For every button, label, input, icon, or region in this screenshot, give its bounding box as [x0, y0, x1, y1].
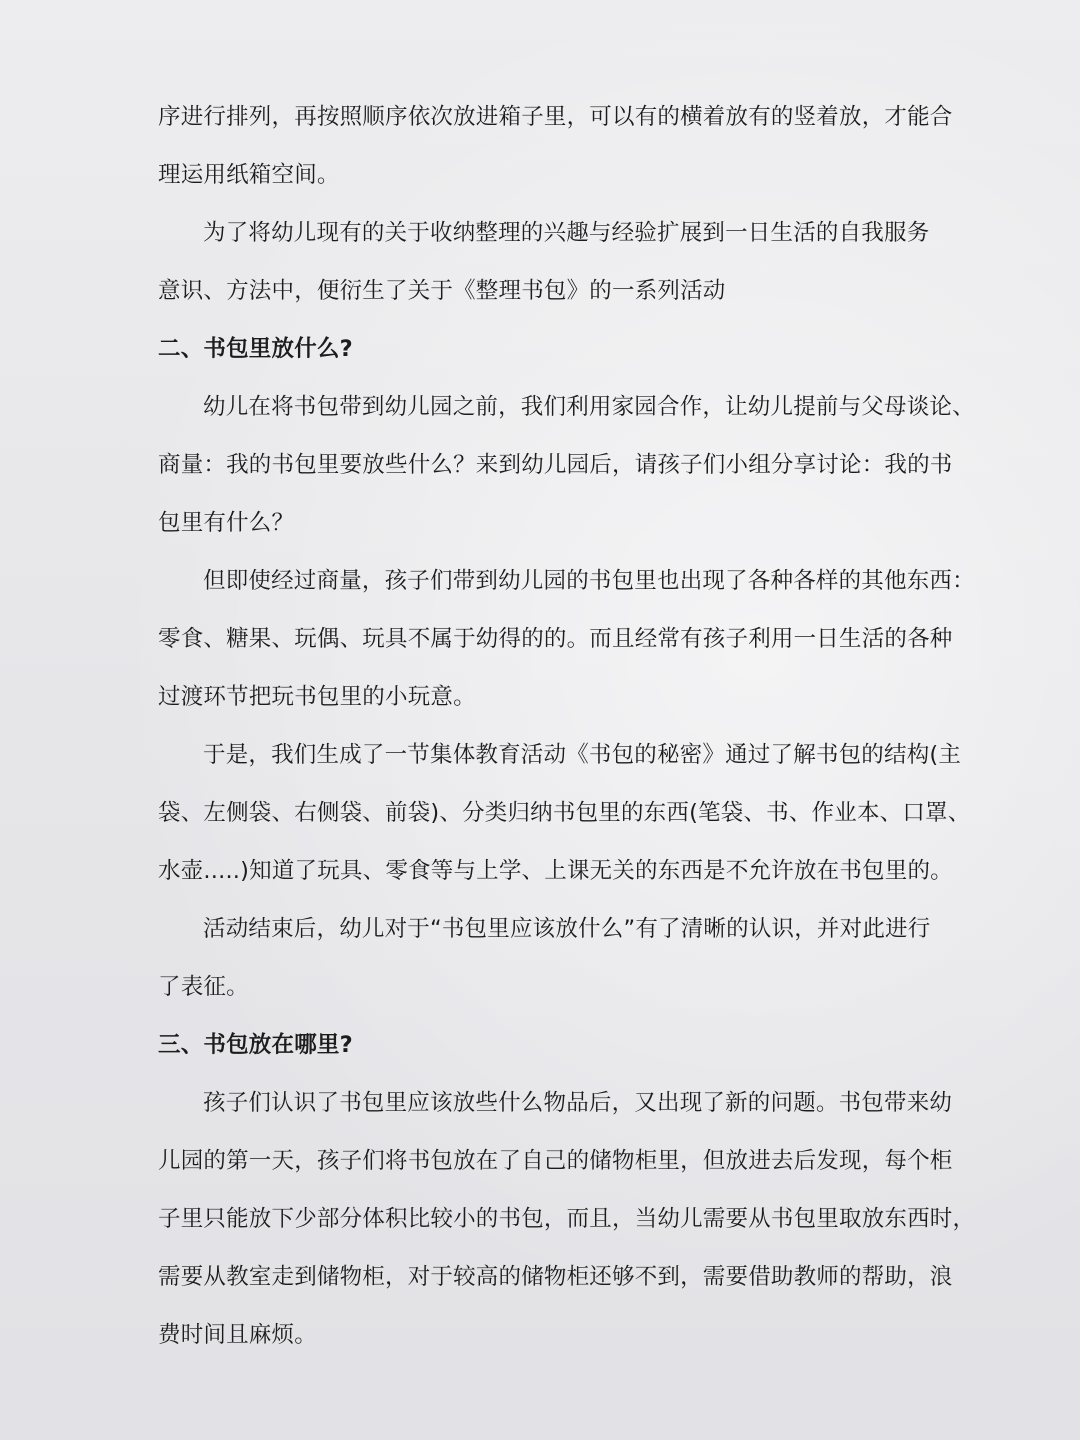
paragraph-line: 于是，我们生成了一节集体教育活动《书包的秘密》通过了解书包的结构(主 — [203, 742, 962, 768]
paragraph-line: 袋、左侧袋、右侧袋、前袋)、分类归纳书包里的东西(笔袋、书、作业本、口罩、 — [158, 800, 971, 826]
paragraph-line: 零食、糖果、玩偶、玩具不属于幼得的的。而且经常有孩子利用一日生活的各种 — [158, 626, 953, 652]
section-heading: 二、书包里放什么? — [158, 336, 353, 362]
paragraph-line: 孩子们认识了书包里应该放些什么物品后，又出现了新的问题。书包带来幼 — [203, 1090, 953, 1116]
paragraph-line: 意识、方法中，便衍生了关于《整理书包》的一系列活动 — [158, 278, 726, 304]
paragraph-line: 过渡环节把玩书包里的小玩意。 — [158, 684, 476, 710]
paragraph-line: 了表征。 — [158, 974, 249, 1000]
paragraph-line: 理运用纸箱空间。 — [158, 162, 340, 188]
paragraph-line: 商量：我的书包里要放些什么？来到幼儿园后，请孩子们小组分享讨论：我的书 — [158, 452, 953, 478]
paragraph-line: 需要从教室走到储物柜，对于较高的储物柜还够不到，需要借助教师的帮助，浪 — [158, 1264, 953, 1290]
paragraph-line: 费时间且麻烦。 — [158, 1322, 317, 1348]
paragraph-line: 但即使经过商量，孩子们带到幼儿园的书包里也出现了各种各样的其他东西： — [203, 568, 975, 594]
paragraph-line: 序进行排列，再按照顺序依次放进箱子里，可以有的横着放有的竖着放，才能合 — [158, 104, 953, 130]
section-heading: 三、书包放在哪里? — [158, 1032, 353, 1058]
paragraph-line: 水壶.....)知道了玩具、零食等与上学、上课无关的东西是不允许放在书包里的。 — [158, 858, 953, 884]
paragraph-line: 为了将幼儿现有的关于收纳整理的兴趣与经验扩展到一日生活的自我服务 — [203, 220, 930, 246]
document-body — [158, 88, 976, 1364]
paragraph-line: 活动结束后，幼儿对于“书包里应该放什么”有了清晰的认识，并对此进行 — [203, 916, 931, 942]
paragraph-line: 子里只能放下少部分体积比较小的书包，而且，当幼儿需要从书包里取放东西时， — [158, 1206, 976, 1232]
paragraph-line: 包里有什么？ — [158, 510, 295, 536]
paragraph-line: 儿园的第一天，孩子们将书包放在了自己的储物柜里，但放进去后发现，每个柜 — [158, 1148, 953, 1174]
paragraph-line: 幼儿在将书包带到幼儿园之前，我们利用家园合作，让幼儿提前与父母谈论、 — [203, 394, 975, 420]
